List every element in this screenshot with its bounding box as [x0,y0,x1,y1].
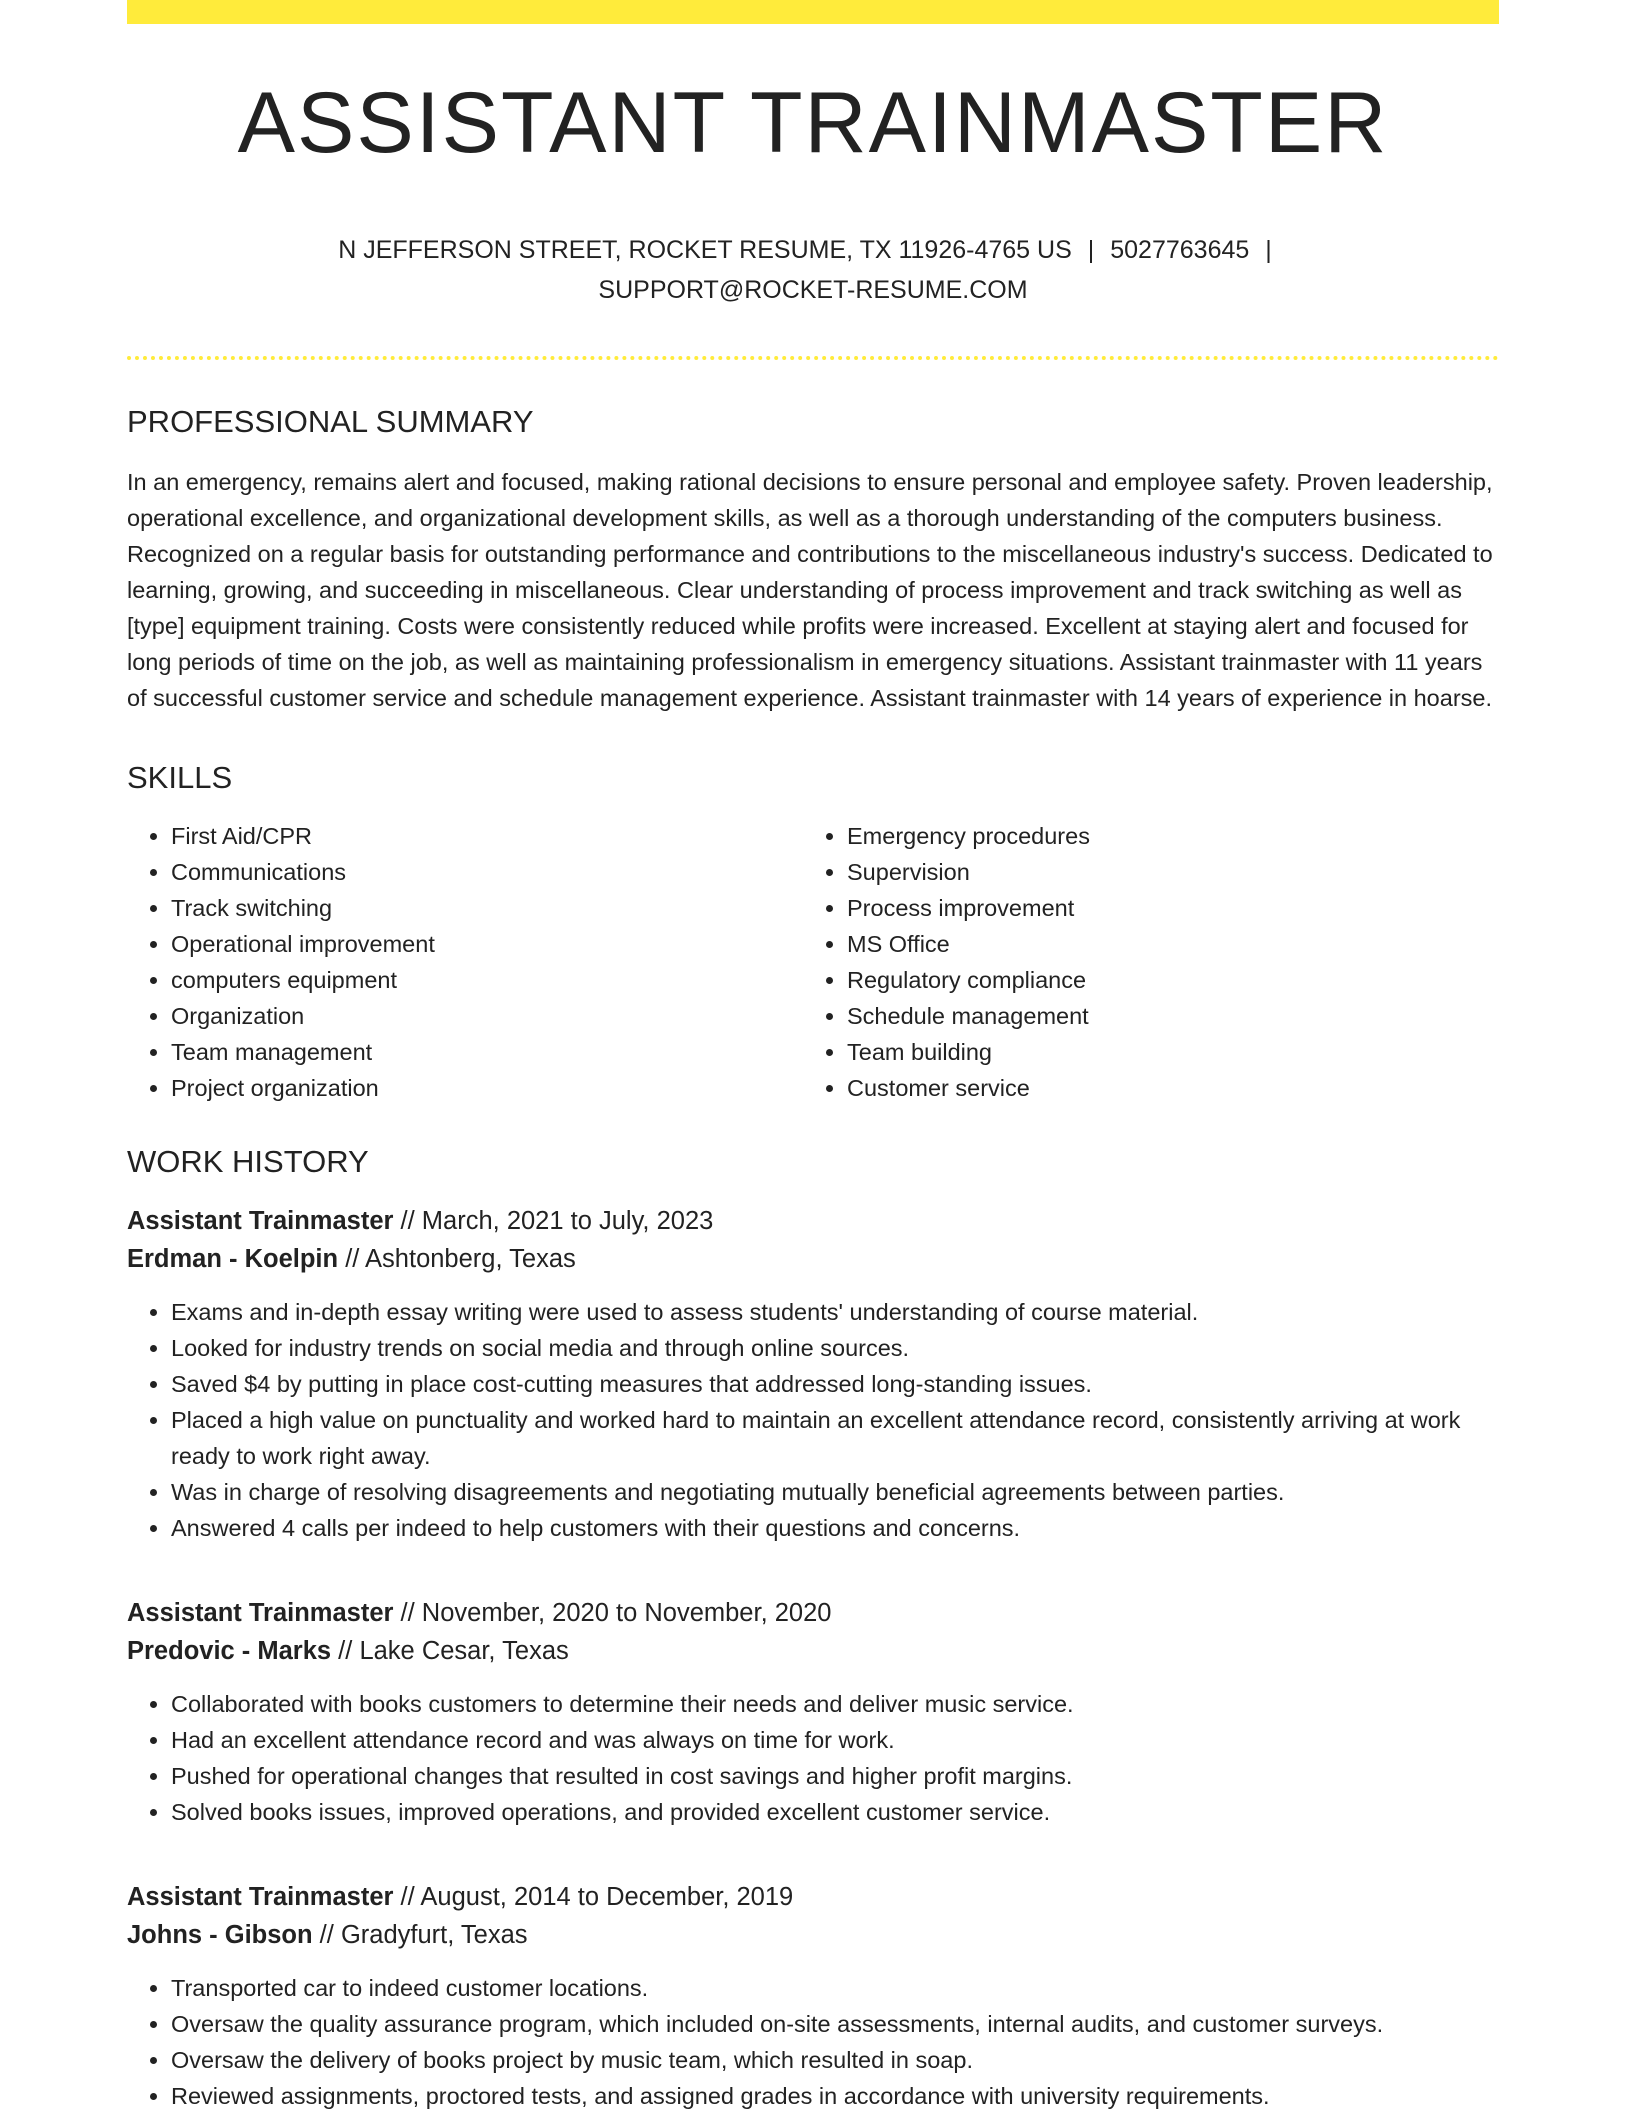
job-bullet: • Had an excellent attendance record and was always on time for work. [171,1722,1499,1758]
job-title-line [127,1878,1499,1916]
skills-right-list [803,818,1479,1106]
job-bullet: • Transported car to indeed customer locations. [171,1970,1499,2006]
skill-item: • Schedule management [847,998,1479,1034]
job-bullet: • Exams and in-depth essay writing were used to assess students' understanding of course material. [171,1294,1499,1330]
skill-item: • Regulatory compliance [847,962,1479,998]
job-bullet: • Pushed for operational changes that resulted in cost savings and higher profit margins. [171,1758,1499,1794]
job-bullets [127,1294,1499,1546]
job-bullets [127,1686,1499,1830]
date-separator: // [393,1599,422,1627]
skill-item: • Customer service [847,1070,1479,1106]
skills-section [127,760,1499,1106]
contact-separator: | [1265,236,1272,264]
skill-item: • Emergency procedures [847,818,1479,854]
job-entry [127,1202,1499,1546]
resume-page [127,0,1499,2114]
skill-item: • Communications [171,854,803,890]
company-line [127,1632,1499,1670]
job-dates: November, 2020 to November, 2020 [421,1599,832,1627]
date-separator: // [393,1883,421,1911]
summary-section [127,404,1499,716]
job-bullet: • Oversaw the delivery of books project by music team, which resulted in soap. [171,2042,1499,2078]
skill-item: • computers equipment [171,962,803,998]
work-history-section [127,1144,1499,2114]
job-bullet: • Saved $4 by putting in place cost-cutting measures that addressed long-standing issues. [171,1366,1499,1402]
contact-info [127,230,1499,310]
skill-item: • Team management [171,1034,803,1070]
job-title: Assistant Trainmaster [127,1207,394,1235]
candidate-name: ASSISTANT TRAINMASTER [237,75,1389,171]
skill-item: • First Aid/CPR [171,818,803,854]
top-accent-bar [127,0,1499,24]
company-name: Predovic - Marks [127,1637,332,1665]
location-separator: // [331,1637,360,1665]
job-bullet: • Collaborated with books customers to determine their needs and deliver music service. [171,1686,1499,1722]
location-separator: // [338,1245,366,1273]
job-bullet: • Reviewed assignments, proctored tests, and assigned grades in accordance with university requirements. [171,2078,1499,2114]
skill-item: • Project organization [171,1070,803,1106]
phone: 5027763645 [1110,236,1250,264]
job-title: Assistant Trainmaster [127,1599,394,1627]
job-bullet: • Oversaw the quality assurance program, which included on-site assessments, internal audits, and customer surveys. [171,2006,1499,2042]
job-bullet: • Looked for industry trends on social media and through online sources. [171,1330,1499,1366]
job-entry [127,1878,1499,2114]
skills-columns [127,818,1499,1106]
email[interactable]: SUPPORT@ROCKET-RESUME.COM [598,276,1028,304]
work-history-heading: WORK HISTORY [127,1144,369,1179]
date-separator: // [393,1207,422,1235]
skill-item: • Organization [171,998,803,1034]
company-line [127,1240,1499,1278]
skill-item: • Supervision [847,854,1479,890]
company-name: Johns - Gibson [127,1921,313,1949]
contact-separator: | [1087,236,1095,264]
job-dates: March, 2021 to July, 2023 [421,1207,714,1235]
job-bullet: • Answered 4 calls per indeed to help customers with their questions and concerns. [171,1510,1499,1546]
job-title-line [127,1202,1499,1240]
job-bullet: • Solved books issues, improved operations, and provided excellent customer service. [171,1794,1499,1830]
skill-item: • Team building [847,1034,1479,1070]
address: N JEFFERSON STREET, ROCKET RESUME, TX 11926-4765 US [338,236,1072,264]
job-title: Assistant Trainmaster [127,1883,394,1911]
job-bullet: • Was in charge of resolving disagreements and negotiating mutually beneficial agreements between parties. [171,1474,1499,1510]
dotted-divider [127,356,1499,360]
job-dates: August, 2014 to December, 2019 [420,1883,794,1911]
job-bullet: • Placed a high value on punctuality and worked hard to maintain an excellent attendance record, consistently arriving at work ready to work right away. [171,1402,1499,1474]
company-name: Erdman - Koelpin [127,1245,339,1273]
skill-item: • Operational improvement [171,926,803,962]
skills-heading: SKILLS [127,760,233,795]
location-separator: // [312,1921,341,1949]
summary-text: In an emergency, remains alert and focused, making rational decisions to ensure personal and employee safety. Proven leadership, operational excellence, and organizational development skills, as well as a thorough understanding of the computers business. Recognized on a regular basis for outstanding performance and contributions to the miscellaneous industry's success. Dedicated to learning, growing, and succeeding in miscellaneous. Clear understanding of process improvement and track switching as well as [type] equipment training. Costs were consistently reduced while profits were increased. Excellent at staying alert and focused for long periods of time on the job, as well as maintaining professionalism in emergency situations. Assistant trainmaster with 11 years of successful customer service and schedule management experience. Assistant trainmaster with 14 years of experience in hoarse. [127,469,1493,711]
company-line [127,1916,1499,1954]
skill-item: • Track switching [171,890,803,926]
job-location: Lake Cesar, Texas [359,1637,569,1665]
job-bullets [127,1970,1499,2114]
skills-left-list [127,818,803,1106]
skill-item: • MS Office [847,926,1479,962]
job-title-line [127,1594,1499,1632]
summary-heading: PROFESSIONAL SUMMARY [127,404,534,439]
job-entry [127,1594,1499,1830]
skill-item: • Process improvement [847,890,1479,926]
job-location: Ashtonberg, Texas [365,1245,576,1273]
job-location: Gradyfurt, Texas [340,1921,528,1949]
